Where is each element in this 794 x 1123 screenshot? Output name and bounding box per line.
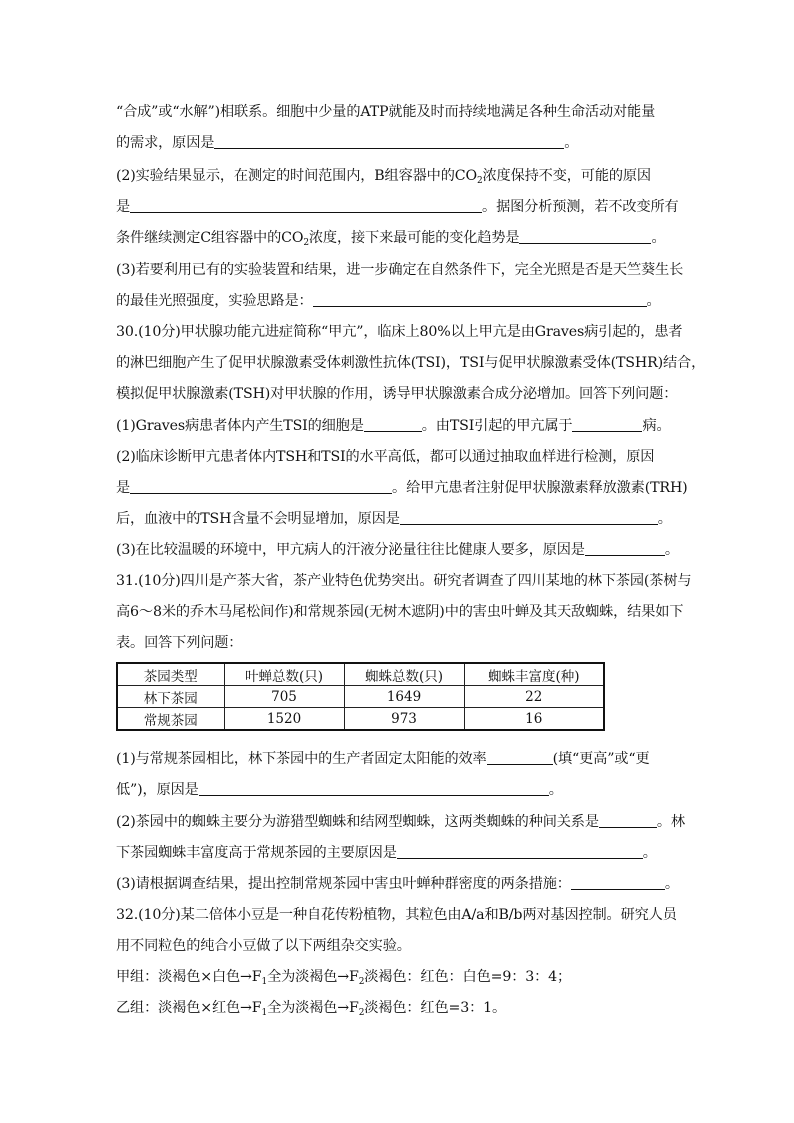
table-cell: 973 (344, 708, 464, 731)
text-line: 下茶园蜘蛛丰富度高于常规茶园的主要原因是 。 (116, 845, 657, 861)
table-cell: 1520 (224, 708, 344, 731)
table-header-cell: 茶园类型 (117, 663, 224, 686)
table-header-cell: 叶蝉总数(只) (224, 663, 344, 686)
answer-blank[interactable] (214, 133, 564, 149)
text-line: 条件继续测定C组容器中的$CO_2$浓度，接下来最可能的变化趋势是 。 (116, 230, 666, 248)
text-line: 低”)，原因是 。 (116, 782, 563, 798)
answer-blank[interactable] (397, 843, 643, 859)
cross-group-b: 乙组：淡褐色×红色$\to F_1$全为淡褐色$\to F_2$淡褐色：红色=3：1。 (116, 1000, 507, 1018)
table-cell: 常规茶园 (117, 708, 224, 731)
table-cell: 林下茶园 (117, 686, 224, 708)
text-line: 用不同粒色的纯合小豆做了以下两组杂交实验。 (116, 938, 411, 954)
answer-blank[interactable] (400, 509, 658, 525)
table-row (117, 686, 604, 708)
answer-blank[interactable] (599, 812, 657, 828)
text-line: (3)请根据调查结果，提出控制常规茶园中害虫叶蝉种群密度的两条措施： 。 (116, 876, 679, 892)
text-line: 表。回答下列问题： (116, 635, 243, 651)
text-line: (2)茶园中的蜘蛛主要分为游猎型蜘蛛和结网型蜘蛛，这两类蜘蛛的种间关系是 。林 (116, 814, 685, 830)
answer-blank[interactable] (572, 416, 642, 432)
text-line: “合成”或“水解”)相联系。细胞中少量的ATP就能及时而持续地满足各种生命活动对能量 (116, 104, 656, 120)
text-line: (1)Graves病患者体内产生TSI的细胞是 。由TSI引起的甲亢属于 病。 (116, 418, 671, 434)
answer-blank[interactable] (313, 291, 647, 307)
cross-group-a: 甲组：淡褐色×白色$\to F_1$全为淡褐色$\to F_2$淡褐色：红色：白色=9：3：4； (116, 969, 572, 987)
table-cell: 705 (224, 686, 344, 708)
answer-blank[interactable] (585, 540, 665, 556)
text-line: 的最佳光照强度，实验思路是： 。 (116, 293, 661, 309)
answer-blank[interactable] (487, 749, 553, 765)
table-cell: 16 (464, 708, 604, 731)
text-line: (3)在比较温暖的环境中，甲亢病人的汗液分泌量往往比健康人要多，原因是 。 (116, 542, 679, 558)
survey-table (116, 662, 605, 731)
answer-blank[interactable] (519, 228, 651, 244)
text-line: 高6～8米的乔木马尾松间作)和常规茶园(无树木遮阴)中的害虫叶蝉及其天敌蜘蛛，结果如下 (116, 604, 684, 620)
text-line: (1)与常规茶园相比，林下茶园中的生产者固定太阳能的效率 (填“更高”或“更 (116, 751, 650, 767)
table-header-cell: 蜘蛛总数(只) (344, 663, 464, 686)
text-line: 的淋巴细胞产生了促甲状腺激素受体刺激性抗体(TSI)，TSI与促甲状腺激素受体(TSHR)结合， (116, 355, 706, 371)
answer-blank[interactable] (130, 478, 392, 494)
text-line: 是 。给甲亢患者注射促甲状腺激素释放激素(TRH) (116, 480, 688, 496)
text-line: 是 。据图分析预测，若不改变所有 (116, 199, 679, 215)
answer-blank[interactable] (130, 197, 482, 213)
text-line: 模拟促甲状腺激素(TSH)对甲状腺的作用，诱导甲状腺激素合成分泌增加。回答下列问题： (116, 386, 678, 402)
question-30-stem: 30.(10分)甲状腺功能亢进症简称“甲亢”，临床上80%以上甲亢是由Graves病引起的，患者 (116, 324, 683, 340)
table-header-cell: 蜘蛛丰富度(种) (464, 663, 604, 686)
text-line: (2)临床诊断甲亢患者体内TSH和TSI的水平高低，都可以通过抽取血样进行检测，原因 (116, 449, 655, 465)
table-header-row (117, 663, 604, 686)
text-line: (3)若要利用已有的实验装置和结果，进一步确定在自然条件下，完全光照是否是天竺葵生长 (116, 262, 684, 278)
answer-blank[interactable] (199, 780, 549, 796)
text-line: 后，血液中的TSH含量不会明显增加，原因是 。 (116, 511, 672, 527)
answer-blank[interactable] (571, 874, 665, 890)
table-cell: 22 (464, 686, 604, 708)
question-32-stem: 32.(10分)某二倍体小豆是一种自花传粉植物，其粒色由A/a和B/b两对基因控制。研究人员 (116, 907, 677, 923)
question-31-stem: 31.(10分)四川是产茶大省，茶产业特色优势突出。研究者调查了四川某地的林下茶园(茶树与 (116, 573, 692, 589)
text-line: 的需求，原因是 。 (116, 135, 579, 151)
table-row (117, 708, 604, 731)
answer-blank[interactable] (364, 416, 422, 432)
table-cell: 1649 (344, 686, 464, 708)
text-line: (2)实验结果显示，在测定的时间范围内，B组容器中的$CO_2$浓度保持不变，可能的原因 (116, 168, 651, 186)
